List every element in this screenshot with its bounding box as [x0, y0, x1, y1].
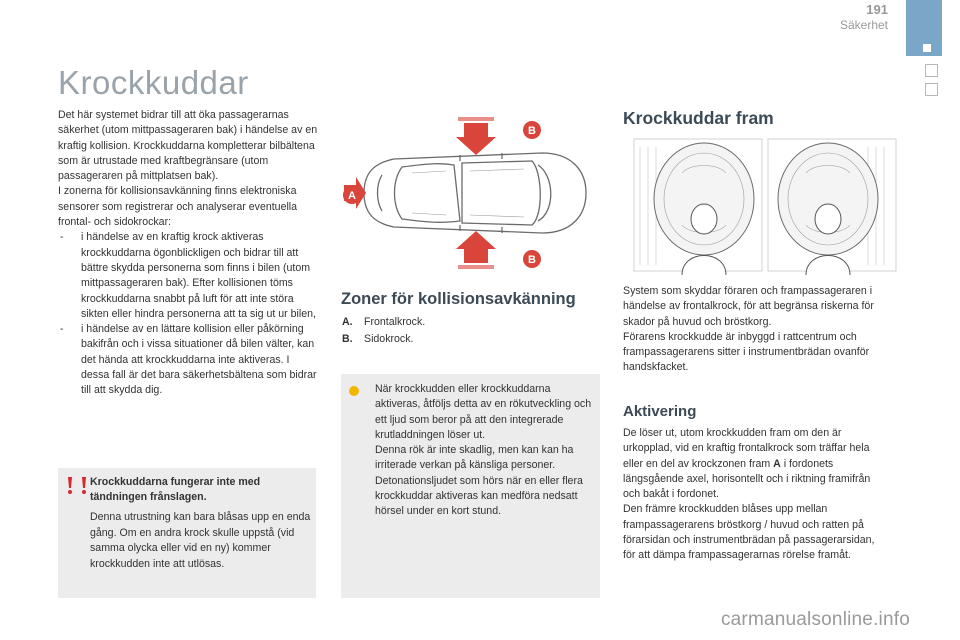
list-item: - i händelse av en lättare kollision eller påkörning bakifrån och i vissa situationer då bilen välter, kan det hända att krockkuddarna inte aktiveras. I dessa fall är det bara säkerhetsbältena som bidrar till att skydda dig. — [58, 322, 320, 398]
chapter-tab[interactable] — [925, 64, 938, 77]
front-airbags-heading: Krockkuddar fram — [623, 108, 774, 128]
info-box — [341, 374, 600, 598]
zones-heading: Zoner för kollisionsavkänning — [341, 290, 576, 308]
watermark: carmanualsonline.info — [720, 609, 910, 630]
page-title: Krockkuddar — [58, 64, 249, 101]
list-item: B. Sidokrock. — [342, 333, 414, 345]
info-icon — [349, 386, 359, 396]
activation-description: De löser ut, utom krockkudden fram om den är urkopplad, vid en kraftig frontalkrock som träffar hela eller en del av krockzonen fram A i fordonets längsgående axel, horisontellt och i riktning framifrån och bakåt i fordonet. Den främre krockkudden blåses upp mellan frampassagerarens bröstkorg / huvud och ratten på förarsidan och instrumentbrädan på passagerarsidan, för att dämpa frampassagerarnas rörelse framåt. — [623, 427, 875, 562]
warning-text: Denna utrustning kan bara blåsas upp en enda gång. Om en andra krock skulle uppstå (vid samma olycka eller vid en ny) kommer krockkudden inte att utlösas. — [90, 511, 311, 570]
chapter-tab[interactable] — [925, 83, 938, 96]
chapter-tab-active[interactable] — [906, 0, 942, 56]
intro-paragraph: I zonerna för kollisionsavkänning finns elektroniska sensorer som registrerar och analyserar eventuella frontal- och sidokrockar: — [58, 185, 298, 229]
activation-heading: Aktivering — [623, 403, 697, 420]
front-airbag-illustration — [630, 133, 900, 275]
warning-title: Krockkuddarna fungerar inte med tändningen frånslagen. — [90, 476, 261, 503]
page-number: 191 — [866, 2, 888, 17]
chapter-tab-marker — [923, 44, 931, 52]
warning-box — [58, 468, 316, 598]
intro-paragraph: Det här systemet bidrar till att öka passagerarnas säkerhet (utom mittpassageraren bak) i händelse av en kraftig kollision. Krockkuddarna kompletterar bilbältena som är utrustade med kraftbegränsare (utom passageraren på mittplatsen bak). — [58, 109, 318, 183]
warning-exclamation-icon — [64, 476, 90, 496]
list-item: A. Frontalkrock. — [342, 316, 426, 328]
info-text: När krockkudden eller krockkuddarna aktiveras, åtföljs detta av en rökutveckling och ett ljud som beror på att den integrerade krutladdningen löser ut. Denna rök är inte skadlig, men kan kan ha irriterade verkan på känsliga personer. Detonationsljudet som hörs när en eller flera krockkuddar aktiveras kan medföra nedsatt hörsel under en kort stund. — [375, 383, 592, 518]
intro-section — [58, 108, 320, 399]
car-impact-zones-diagram — [342, 115, 598, 273]
zones-list — [342, 314, 425, 348]
intro-list — [58, 230, 320, 398]
section-name: Säkerhet — [839, 18, 888, 32]
diagram-label-a: A — [348, 190, 356, 202]
list-item: - i händelse av en kraftig krock aktiveras krockkuddarna ögonblickligen och bidrar till att bättre skydda personerna som finns i bilen (utom mittpassageraren bak). Efter kollisionen töms krockkuddarna snabbt på luft för att inte störa sikten eller hindra personerna att ta sig ut ur bilen, — [58, 230, 320, 322]
diagram-label-b: B — [528, 254, 536, 266]
diagram-label-b: B — [528, 125, 536, 137]
front-description: System som skyddar föraren och frampassageraren i händelse av frontalkrock, för att begränsa riskerna för skador på huvud och bröstkorg. Förarens krockkudde är inbyggd i rattcentrum och frampassagerarens sitter i instrumentbrädan ovanför handskfacket. — [623, 285, 874, 374]
